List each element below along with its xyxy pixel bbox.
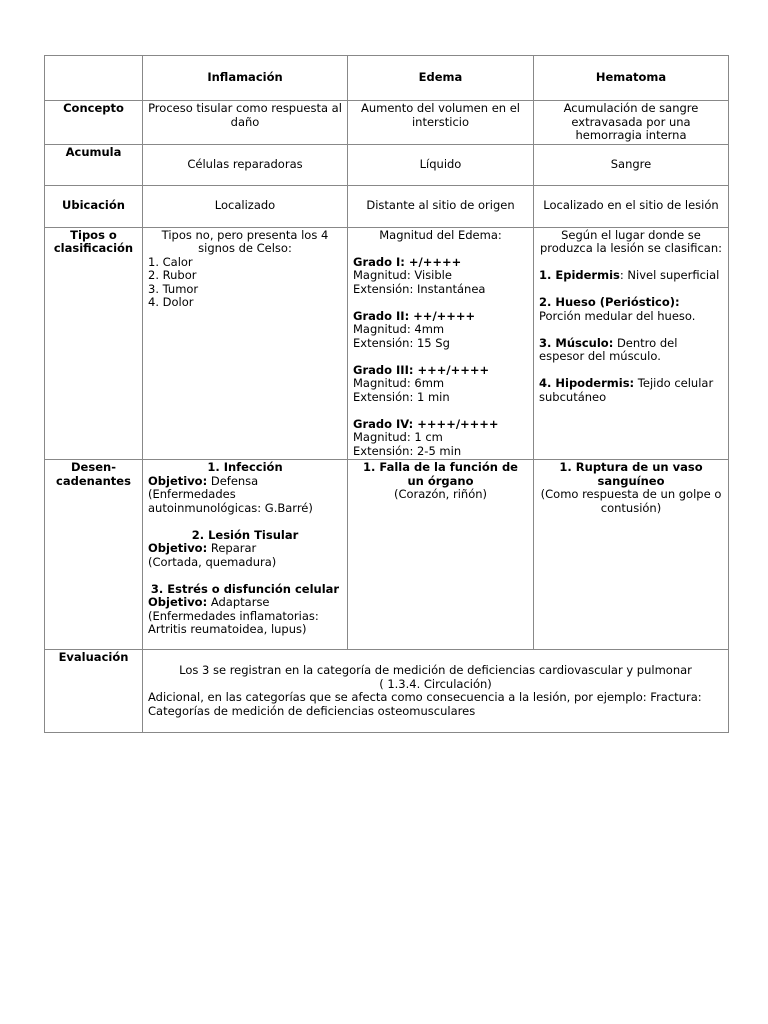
edema-grade-magnitud: Magnitud: 4mm: [353, 322, 445, 336]
trigger-detail: (Enfermedades autoinmunológicas: G.Barré): [148, 487, 313, 515]
header-row: [45, 56, 729, 101]
desencadenantes-edema: [348, 460, 534, 650]
trigger-title: 1. Infección: [207, 460, 283, 474]
evaluacion-line-2: ( 1.3.4. Circulación): [379, 676, 492, 691]
trigger-objective: Reparar: [207, 541, 257, 555]
edema-grade-title: Grado III:: [353, 362, 414, 377]
celso-sign-item: 3. Tumor: [148, 281, 199, 296]
edema-grade-value: ++++/++++: [413, 416, 499, 431]
concepto-inflamacion: Proceso tisular como respuesta al daño: [143, 101, 348, 145]
celso-sign-item: 2. Rubor: [148, 268, 197, 282]
edema-grade: [353, 310, 528, 351]
hematoma-type: [539, 269, 723, 283]
trigger-title: 1. Ruptura de un vaso sanguíneo: [559, 460, 703, 488]
row-label-acumula: Acumula: [45, 144, 143, 185]
edema-grade: [353, 364, 528, 405]
hematoma-type-text: Tejido celular subcutáneo: [539, 376, 714, 404]
desencadenantes-inflamacion: [143, 460, 348, 650]
edema-grade-extension: Extensión: 15 Sg: [353, 335, 450, 350]
comparison-table: [44, 55, 729, 733]
hematoma-type: [539, 337, 723, 364]
edema-grade-value: +++/++++: [413, 362, 490, 377]
trigger-detail: (Cortada, quemadura): [148, 554, 277, 569]
edema-grade-magnitud: Magnitud: Visible: [353, 268, 452, 282]
trigger-title: 2. Lesión Tisular: [191, 527, 299, 542]
edema-grade-title: Grado I:: [353, 254, 405, 269]
row-label-evaluacion: Evaluación: [45, 650, 143, 733]
row-ubicacion: [45, 185, 729, 227]
hematoma-type-title: 1. Epidermis: [539, 268, 620, 282]
edema-grade-magnitud: Magnitud: 6mm: [353, 376, 445, 390]
trigger-objective-label: Objetivo:: [148, 595, 208, 609]
edema-grade: [353, 256, 528, 297]
row-label-ubicacion: Ubicación: [45, 185, 143, 227]
concepto-edema: Aumento del volumen en el intersticio: [348, 101, 534, 145]
ubicacion-edema: Distante al sitio de origen: [348, 185, 534, 227]
hematoma-type-text: : Nivel superficial: [619, 268, 720, 282]
header-edema: Edema: [348, 56, 534, 101]
desencadenantes-hematoma: [534, 460, 729, 650]
edema-grade-magnitud: Magnitud: 1 cm: [353, 430, 443, 444]
trigger-item: [148, 583, 342, 637]
trigger-objective: Adaptarse: [207, 595, 270, 609]
row-tipos: [45, 227, 729, 460]
hematoma-type-title: 3. Músculo:: [539, 335, 614, 350]
hematoma-type-text: Dentro del espesor del músculo.: [539, 335, 678, 363]
hematoma-type-text: Porción medular del hueso.: [539, 308, 696, 323]
concepto-hematoma: Acumulación de sangre extravasada por una hemorragia interna: [534, 101, 729, 145]
trigger-title: 3. Estrés o disfunción celular: [150, 581, 340, 596]
ubicacion-hematoma: Localizado en el sitio de lesión: [534, 185, 729, 227]
acumula-inflamacion: Células reparadoras: [143, 144, 348, 185]
header-inflamacion: Inflamación: [143, 56, 348, 101]
edema-grade-extension: Extensión: 2-5 min: [353, 443, 462, 458]
hematoma-type-title: 4. Hipodermis:: [539, 376, 635, 390]
ubicacion-inflamacion: Localizado: [143, 185, 348, 227]
header-hematoma: Hematoma: [534, 56, 729, 101]
header-empty-cell: [45, 56, 143, 101]
hematoma-type-title: 2. Hueso (Perióstico):: [539, 295, 680, 309]
celso-sign-item: 1. Calor: [148, 254, 193, 269]
tipos-hematoma: [534, 227, 729, 460]
trigger-item: [148, 461, 342, 515]
row-evaluacion: [45, 650, 729, 733]
trigger-objective-label: Objetivo:: [148, 541, 208, 555]
row-label-concepto: Concepto: [45, 101, 143, 145]
trigger-title: 1. Falla de la función de un órgano: [363, 460, 518, 488]
edema-grade-value: ++/++++: [409, 308, 476, 323]
trigger-detail: (Enfermedades inflamatorias: Artritis reumatoidea, lupus): [148, 608, 319, 636]
trigger-objective: Defensa: [207, 473, 259, 488]
edema-grade-title: Grado II:: [353, 308, 410, 323]
tipos-edema: [348, 227, 534, 460]
tipos-edema-intro: Magnitud del Edema:: [379, 227, 502, 242]
row-desencadenantes: [45, 460, 729, 650]
evaluacion-text: [143, 650, 729, 733]
acumula-hematoma: Sangre: [534, 144, 729, 185]
evaluacion-line-3: Adicional, en las categorías que se afecta como consecuencia a la lesión, por ejemplo: Fractura: Categorías de medición de deficiencias osteomusculares: [148, 690, 702, 718]
hematoma-type: [539, 377, 723, 404]
edema-grade-extension: Extensión: 1 min: [353, 389, 450, 404]
tipos-inflamacion: [143, 227, 348, 460]
row-acumula: [45, 144, 729, 185]
hematoma-type: [539, 296, 723, 323]
trigger-item: [148, 529, 342, 570]
row-label-desencadenantes: Desen-cadenantes: [45, 460, 143, 650]
trigger-detail: (Corazón, riñón): [393, 487, 488, 501]
edema-grade: [353, 418, 528, 459]
celso-sign-item: 4. Dolor: [148, 295, 194, 309]
tipos-inflamacion-intro: Tipos no, pero presenta los 4 signos de Celso:: [161, 227, 329, 255]
edema-grade-extension: Extensión: Instantánea: [353, 281, 486, 296]
evaluacion-line-1: Los 3 se registran en la categoría de medición de deficiencias cardiovascular y pulmonar: [179, 663, 692, 677]
trigger-detail: (Como respuesta de un golpe o contusión): [540, 487, 722, 515]
acumula-edema: Líquido: [348, 144, 534, 185]
trigger-objective-label: Objetivo:: [148, 473, 208, 488]
edema-grade-title: Grado IV:: [353, 416, 414, 431]
row-concepto: [45, 101, 729, 145]
row-label-tipos: Tipos o clasificación: [45, 227, 143, 460]
edema-grade-value: +/++++: [404, 254, 462, 269]
tipos-hematoma-intro: Según el lugar donde se produzca la lesión se clasifican:: [539, 227, 723, 255]
